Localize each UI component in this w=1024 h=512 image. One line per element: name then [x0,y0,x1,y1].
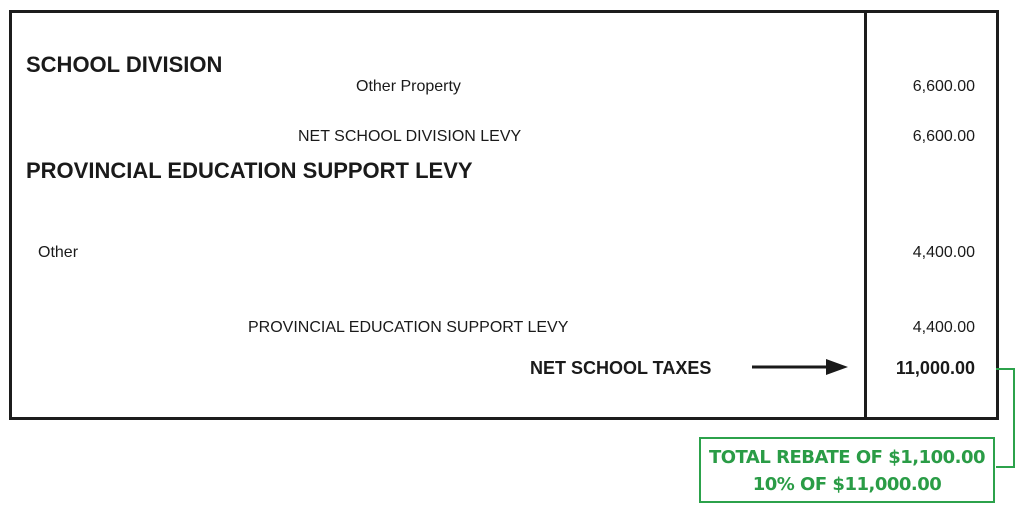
rebate-callout [699,437,995,503]
net-school-taxes-label: NET SCHOOL TAXES [530,358,712,378]
school-division-heading: SCHOOL DIVISION [26,52,223,77]
other-label: Other [38,244,79,261]
rebate-total-line: TOTAL REBATE OF $1,100.00 [708,447,986,468]
provincial-education-heading: PROVINCIAL EDUCATION SUPPORT LEVY [26,158,473,183]
amount-column-divider [864,10,867,420]
other-property-amount: 6,600.00 [912,78,975,95]
net-school-taxes-amount: 11,000.00 [895,358,975,378]
other-property-label: Other Property [356,78,461,95]
provincial-levy-label: PROVINCIAL EDUCATION SUPPORT LEVY [248,319,569,336]
provincial-levy-amount: 4,400.00 [912,319,975,336]
other-amount: 4,400.00 [912,244,975,261]
right-arrow-icon [752,358,848,376]
net-school-division-levy-amount: 6,600.00 [912,128,975,145]
rebate-connector-line [996,368,1016,468]
rebate-percent-line: 10% OF $11,000.00 [752,474,942,495]
net-school-division-levy-label: NET SCHOOL DIVISION LEVY [298,128,522,145]
